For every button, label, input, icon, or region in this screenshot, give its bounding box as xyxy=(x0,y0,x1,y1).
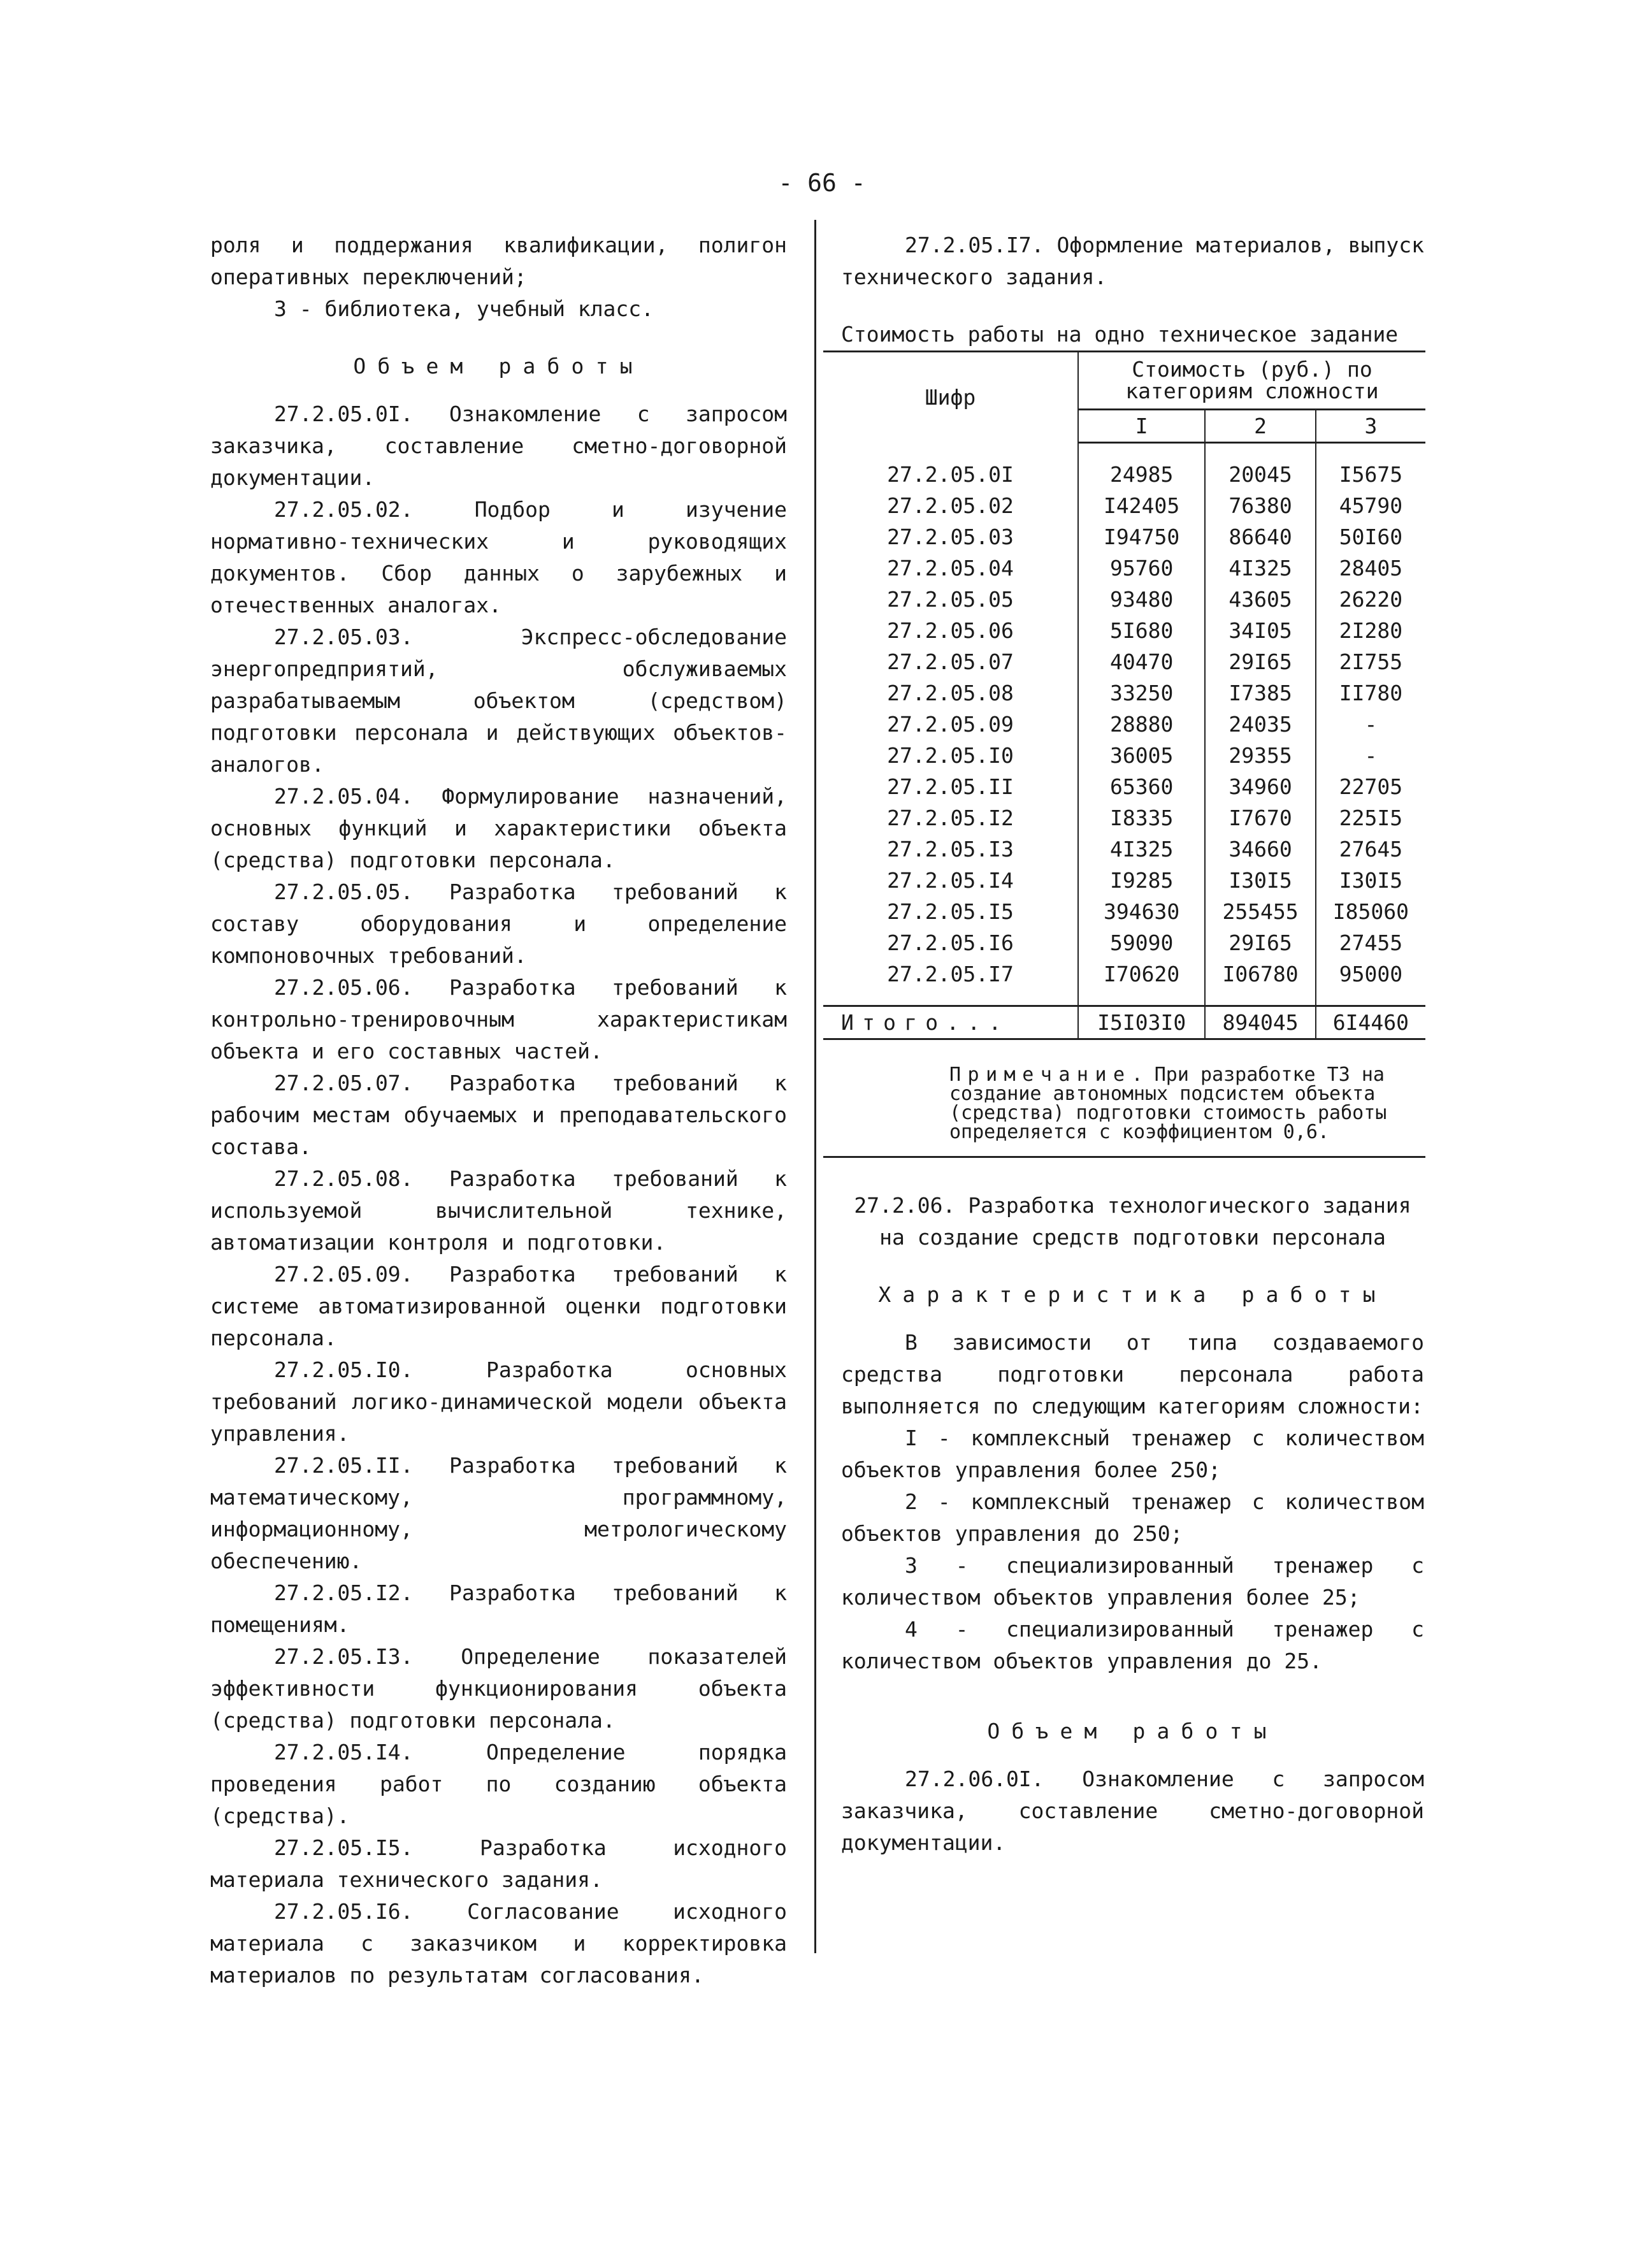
category-item: I - комплексный тренажер с количеством объектов управления более 250; xyxy=(841,1426,1424,1482)
table-row xyxy=(823,553,1425,584)
row-value-2: 29I65 xyxy=(1205,927,1315,958)
work-item: 27.2.05.I4. Определение порядка проведения работ по созданию объекта (средства). xyxy=(210,1740,787,1828)
row-code: 27.2.05.I7 xyxy=(887,962,1014,986)
section-title: 27.2.06. Разработка технологического задания xyxy=(854,1193,1411,1218)
row-value-2: I7670 xyxy=(1205,802,1315,834)
row-value-3: I30I5 xyxy=(1316,865,1425,896)
work-item: 27.2.05.I7. Оформление материалов, выпуск технического задания. xyxy=(841,233,1424,289)
table-row xyxy=(823,490,1425,521)
row-value-2: 43605 xyxy=(1205,584,1315,615)
row-value-2: I30I5 xyxy=(1205,865,1315,896)
row-value-3: 27455 xyxy=(1316,927,1425,958)
row-code: 27.2.05.I3 xyxy=(887,837,1014,862)
header-cost: Стоимость (руб.) по категориям сложности xyxy=(1078,352,1425,410)
header-code: Шифр xyxy=(823,352,1078,443)
row-value-1: 24985 xyxy=(1078,459,1205,490)
row-value-2: 255455 xyxy=(1205,896,1315,927)
row-value-1: 4I325 xyxy=(1078,834,1205,865)
row-value-3: 45790 xyxy=(1316,490,1425,521)
work-item: 27.2.05.I3. Определение показателей эффективности функционирования объекта (средства) подготовки персонала. xyxy=(210,1644,787,1733)
work-item: 27.2.05.I5. Разработка исходного материала технического задания. xyxy=(210,1835,787,1892)
row-code: 27.2.05.09 xyxy=(887,712,1014,737)
row-value-1: 5I680 xyxy=(1078,615,1205,646)
table-row xyxy=(823,646,1425,677)
left-column xyxy=(210,229,787,1991)
row-value-3: 27645 xyxy=(1316,834,1425,865)
row-value-3: 2I755 xyxy=(1316,646,1425,677)
table-row xyxy=(823,865,1425,896)
row-value-1: 95760 xyxy=(1078,553,1205,584)
table-row xyxy=(823,740,1425,771)
row-value-1: 65360 xyxy=(1078,771,1205,802)
volume-heading: Объем работы xyxy=(987,1719,1278,1744)
row-value-2: 20045 xyxy=(1205,459,1315,490)
row-code: 27.2.05.I6 xyxy=(887,930,1014,955)
table-row xyxy=(823,927,1425,958)
total-cat-1: I5I03I0 xyxy=(1078,1006,1205,1039)
row-value-3: 28405 xyxy=(1316,553,1425,584)
row-value-3: 50I60 xyxy=(1316,521,1425,553)
row-value-2: I06780 xyxy=(1205,958,1315,990)
table-row xyxy=(823,709,1425,740)
total-cat-2: 894045 xyxy=(1205,1006,1315,1039)
work-item: 27.2.05.07. Разработка требований к рабочим местам обучаемых и преподавательского состава. xyxy=(210,1071,787,1159)
row-value-2: 34I05 xyxy=(1205,615,1315,646)
row-value-1: I70620 xyxy=(1078,958,1205,990)
row-value-3: 26220 xyxy=(1316,584,1425,615)
list-item: 3 - библиотека, учебный класс. xyxy=(274,296,654,321)
work-item: 27.2.05.05. Разработка требований к составу оборудования и определение компоновочных требований. xyxy=(210,879,787,968)
row-value-2: 29I65 xyxy=(1205,646,1315,677)
work-item: 27.2.05.02. Подбор и изучение нормативно-технических и руководящих документов. Сбор данных о зарубежных и отечественных аналогах. xyxy=(210,497,787,618)
table-total-row xyxy=(823,1006,1425,1039)
header-category-1: I xyxy=(1078,410,1205,443)
table-body xyxy=(823,459,1425,990)
row-value-1: I9285 xyxy=(1078,865,1205,896)
row-value-1: 28880 xyxy=(1078,709,1205,740)
row-value-1: 394630 xyxy=(1078,896,1205,927)
row-value-3: I5675 xyxy=(1316,459,1425,490)
row-value-1: I8335 xyxy=(1078,802,1205,834)
row-value-3: 225I5 xyxy=(1316,802,1425,834)
work-item: 27.2.05.II. Разработка требований к математическому, программному, информационному, метрологическому обеспечению. xyxy=(210,1453,787,1573)
work-item: 27.2.06.0I. Ознакомление с запросом заказчика, составление сметно-договорной документации. xyxy=(841,1766,1424,1855)
row-value-2: 34960 xyxy=(1205,771,1315,802)
work-item: 27.2.05.03. Экспресс-обследование энергопредприятий, обслуживаемых разрабатываемым объектом (средством) подготовки персонала и действующих объектов-аналогов. xyxy=(210,625,787,777)
table-row xyxy=(823,896,1425,927)
row-value-2: 76380 xyxy=(1205,490,1315,521)
row-value-3: I85060 xyxy=(1316,896,1425,927)
row-value-3: 2I280 xyxy=(1316,615,1425,646)
work-item: 27.2.05.I2. Разработка требований к помещениям. xyxy=(210,1580,787,1637)
row-value-2: 29355 xyxy=(1205,740,1315,771)
category-item: 4 - специализированный тренажер с количеством объектов управления до 25. xyxy=(841,1617,1424,1673)
row-value-2: 86640 xyxy=(1205,521,1315,553)
total-label: Итого... xyxy=(823,1006,1078,1039)
row-value-3: II780 xyxy=(1316,677,1425,709)
table-row xyxy=(823,615,1425,646)
row-code: 27.2.05.04 xyxy=(887,556,1014,581)
total-cat-3: 6I4460 xyxy=(1316,1006,1425,1039)
table-row xyxy=(823,771,1425,802)
row-value-2: I7385 xyxy=(1205,677,1315,709)
table-row xyxy=(823,802,1425,834)
category-item: 3 - специализированный тренажер с количеством объектов управления более 25; xyxy=(841,1553,1424,1610)
row-value-1: I42405 xyxy=(1078,490,1205,521)
row-value-1: 33250 xyxy=(1078,677,1205,709)
characteristics-intro: В зависимости от типа создаваемого средства подготовки персонала работа выполняется по следующим категориям сложности: xyxy=(841,1330,1424,1419)
row-code: 27.2.05.08 xyxy=(887,681,1014,705)
section-heading: Объем работы xyxy=(353,354,644,379)
work-item: 27.2.05.06. Разработка требований к контрольно-тренировочным характеристикам объекта и его составных частей. xyxy=(210,975,787,1064)
work-item: 27.2.05.I6. Согласование исходного материала с заказчиком и корректировка материалов по результатам согласования. xyxy=(210,1899,787,1988)
row-value-3: - xyxy=(1316,740,1425,771)
row-code: 27.2.05.0I xyxy=(887,462,1014,487)
table-caption: Стоимость работы на одно техническое задание xyxy=(841,322,1399,347)
page-number: - 66 - xyxy=(778,169,866,197)
table-row xyxy=(823,584,1425,615)
row-code: 27.2.05.I4 xyxy=(887,868,1014,893)
row-value-1: 93480 xyxy=(1078,584,1205,615)
table-row xyxy=(823,958,1425,990)
row-value-1: I94750 xyxy=(1078,521,1205,553)
row-value-1: 36005 xyxy=(1078,740,1205,771)
row-code: 27.2.05.II xyxy=(887,774,1014,799)
row-code: 27.2.05.05 xyxy=(887,587,1014,612)
section-title-cont: на создание средств подготовки персонала xyxy=(879,1225,1386,1250)
characteristics-heading: Характеристика работы xyxy=(878,1282,1387,1307)
cost-table xyxy=(823,350,1425,1040)
work-item: 27.2.05.08. Разработка требований к используемой вычислительной технике, автоматизации контроля и подготовки. xyxy=(210,1166,787,1255)
table-row xyxy=(823,521,1425,553)
table-row xyxy=(823,834,1425,865)
work-item: 27.2.05.I0. Разработка основных требований логико-динамической модели объекта управления. xyxy=(210,1357,787,1446)
row-code: 27.2.05.I0 xyxy=(887,743,1014,768)
work-item: 27.2.05.0I. Ознакомление с запросом заказчика, составление сметно-договорной документации. xyxy=(210,401,787,490)
work-item: 27.2.05.04. Формулирование назначений, основных функций и характеристики объекта (средства) подготовки персонала. xyxy=(210,784,787,872)
row-code: 27.2.05.07 xyxy=(887,649,1014,674)
right-column xyxy=(841,229,1424,1859)
row-value-3: 95000 xyxy=(1316,958,1425,990)
row-code: 27.2.05.I5 xyxy=(887,899,1014,924)
row-value-2: 4I325 xyxy=(1205,553,1315,584)
separator-rule xyxy=(823,1156,1425,1158)
row-value-3: 22705 xyxy=(1316,771,1425,802)
category-item: 2 - комплексный тренажер с количеством объектов управления до 250; xyxy=(841,1489,1424,1546)
table-row xyxy=(823,459,1425,490)
work-item: 27.2.05.09. Разработка требований к системе автоматизированной оценки подготовки персонала. xyxy=(210,1262,787,1350)
table-note xyxy=(949,1065,1424,1142)
row-code: 27.2.05.03 xyxy=(887,524,1014,549)
note-text: . При разработке ТЗ на создание автономных подсистем объекта (средства) подготовки стоимость работы определяется с коэффициентом 0,6. xyxy=(949,1064,1387,1143)
header-category-3: 3 xyxy=(1316,410,1425,443)
row-value-1: 40470 xyxy=(1078,646,1205,677)
row-value-3: - xyxy=(1316,709,1425,740)
row-value-2: 24035 xyxy=(1205,709,1315,740)
table-row xyxy=(823,677,1425,709)
row-code: 27.2.05.I2 xyxy=(887,805,1014,830)
column-divider xyxy=(814,220,816,1953)
row-code: 27.2.05.06 xyxy=(887,618,1014,643)
note-label: Примечание xyxy=(949,1064,1132,1086)
row-value-1: 59090 xyxy=(1078,927,1205,958)
row-code: 27.2.05.02 xyxy=(887,493,1014,518)
row-value-2: 34660 xyxy=(1205,834,1315,865)
header-category-2: 2 xyxy=(1205,410,1315,443)
continuation-text: роля и поддержания квалификации, полигон оперативных переключений; xyxy=(210,233,787,289)
